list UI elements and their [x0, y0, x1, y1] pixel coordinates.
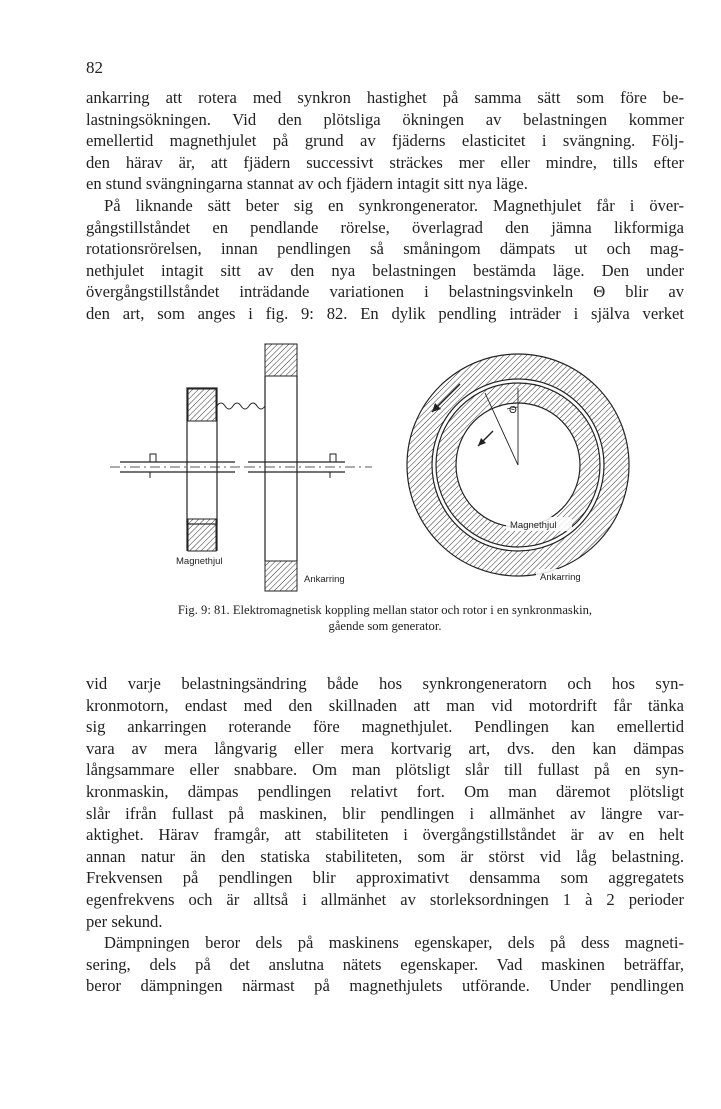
text-line: gångstillståndet en pendlande rörelse, överlagrad den jämna likformiga: [86, 217, 684, 237]
text-line: aktighet. Härav framgår, att stabiliteten i övergångstillståndet är av en helt: [86, 825, 684, 845]
text-line: nethjulet intagit sitt av den nya belastningen bestämda läge. Den under: [86, 260, 684, 280]
label-magnethjul-right: Magnethjul: [510, 520, 557, 531]
label-magnethjul-left: Magnethjul: [176, 556, 223, 567]
spring: [217, 376, 265, 409]
text-line: slår ifrån fullast på maskinen, blir pendlingen i allmänhet av längre var-: [86, 803, 684, 823]
label-ankarring-right: Ankarring: [540, 572, 581, 583]
text-line: vara av mera långvarig eller mera kortvarig art, dvs. den kan dämpas: [86, 738, 684, 758]
text-line: en stund svängningarna stannat av och fjädern intagit sitt nya läge.: [86, 174, 528, 194]
text-line: egenfrekvens och är alltså i allmänhet av storleksordningen 1 à 2 perioder: [86, 889, 684, 909]
shafts: [110, 454, 372, 478]
text-line: beror dämpningen närmast på magnethjulets utförande. Under pendlingen: [86, 976, 684, 996]
caption-line: gående som generator.: [328, 619, 442, 633]
text-line: kronmotorn, endast med den skillnaden att man vid motordrift får tänka: [86, 695, 684, 715]
paragraph-2: [86, 195, 684, 325]
text-line: kronmaskin, dämpas pendlingen relativt fort. Om man däremot plötsligt: [86, 781, 684, 801]
text-line: annan natur än den statiska stabiliteten, som är störst vid låg belastning.: [86, 846, 684, 866]
text-line: lastningsökningen. Vid den plötsliga ökningen av belastningen kommer: [86, 109, 684, 129]
text-line: Frekvensen på pendlingen blir approximativt densamma som aggregatets: [86, 868, 684, 888]
armature-ring-section: [265, 344, 297, 591]
text-line: den art, som anges i fig. 9: 82. En dylik pendling inträder i själva verket: [86, 303, 684, 323]
text-line: vid varje belastningsändring både hos synkrongeneratorn och hos syn-: [86, 674, 684, 693]
text-line: övergångstillståndet inträdande variationen i belastningsvinkeln Θ blir av: [86, 282, 684, 302]
text-line: sig ankarringen roterande före magnethjulet. Pendlingen kan emellertid: [86, 717, 684, 737]
text-line: ankarring att rotera med synkron hastighet på samma sätt som före be-: [86, 88, 684, 107]
paragraph-4: [86, 932, 684, 997]
caption-line: Fig. 9: 81. Elektromagnetisk koppling mellan stator och rotor i en synkronmaskin,: [177, 603, 593, 617]
figure-coupling-diagram: [110, 336, 680, 594]
text-line: På liknande sätt beter sig en synkrongenerator. Magnethjulet får i över-: [104, 196, 684, 215]
text-line: sering, dels på det anslutna nätets egenskaper. Vad maskinen beträffar,: [86, 954, 684, 974]
page-number: 82: [86, 58, 103, 77]
figure-caption: [86, 602, 684, 634]
paragraph-3: [86, 673, 684, 932]
text-line: den härav är, att fjädern successivt sträckes mer eller mindre, tills efter: [86, 152, 684, 172]
text-line: emellertid magnethjulet på grund av fjäderns elasticitet i svängning. Följ-: [86, 131, 684, 151]
ring-diagram: [407, 354, 629, 576]
text-line: Dämpningen beror dels på maskinens egenskaper, dels på dess magneti-: [104, 933, 684, 952]
paragraph-1: [86, 87, 684, 195]
text-line: rotationsrörelsen, innan pendlingen så småningom dämpats ut och mag-: [86, 239, 684, 259]
magnet-wheel-section: [187, 388, 217, 551]
text-line: långsammare eller snabbare. Om man plötsligt slår till fullast på en syn-: [86, 760, 684, 780]
label-theta: Θ: [509, 405, 517, 416]
text-line: per sekund.: [86, 911, 163, 931]
label-ankarring-left: Ankarring: [304, 574, 345, 585]
